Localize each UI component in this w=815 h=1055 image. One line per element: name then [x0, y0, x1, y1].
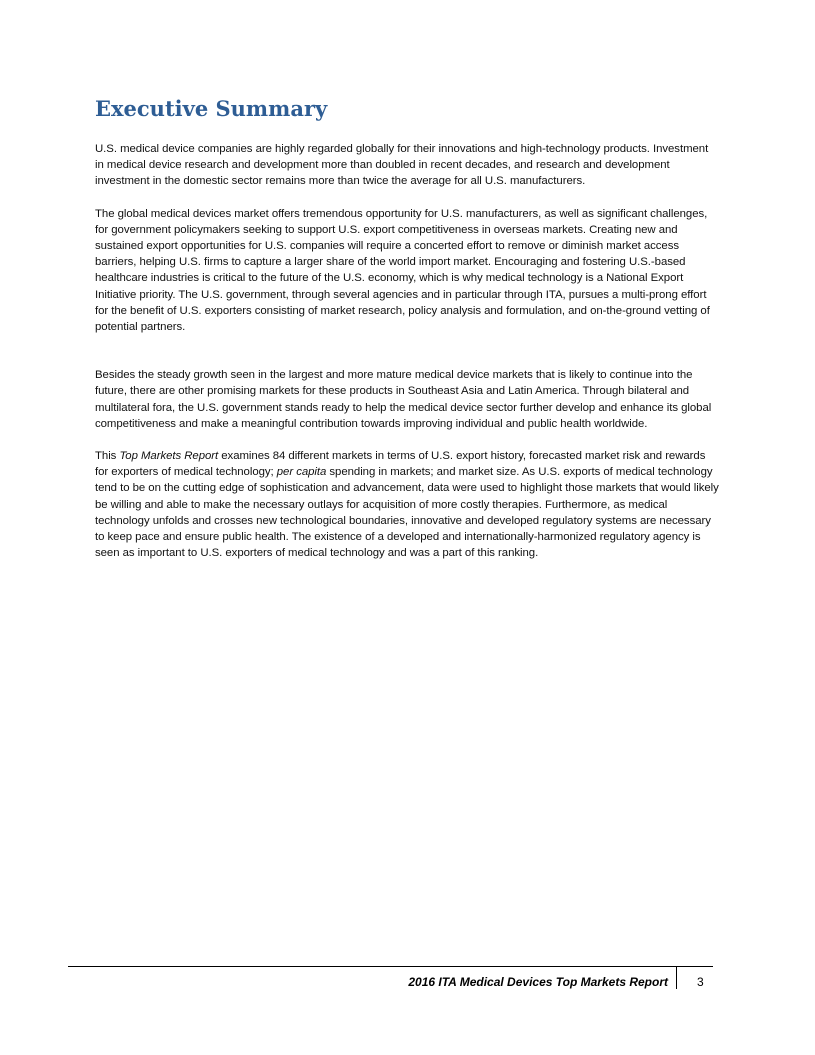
paragraph-growth: Besides the steady growth seen in the largest and more mature medical device markets that is likely to continue into the future, there are other promising markets for these products in Southeast Asia and Latin America. Through bilateral and multilateral fora, the U.S. government stands ready to help the medical device sector further develop and enhance its global competitiveness and make a meaningful contribution towards improving individual and public health worldwide.: [95, 369, 712, 430]
paragraph-report-scope: [95, 448, 720, 561]
per-capita-emphasis: per capita: [276, 466, 327, 479]
paragraph-report-scope-rest: spending in markets; and market size. As U.S. exports of medical technology tend to be on the cutting edge of sophistication and advancement, data were used to highlight those markets that would likely be willing and able to make the necessary outlays for acquisition of more costly therapies. Furthermore, as medical technology unfolds and crosses new technological boundaries, innovative and developed regulatory systems are necessary to keep pace and ensure public health. The existence of a developed and internationally-harmonized regulatory agency is seen as important to U.S. exporters of medical technology and was a part of this ranking.: [95, 466, 719, 560]
footer-report-title: 2016 ITA Medical Devices Top Markets Report: [408, 975, 668, 989]
page-number: 3: [697, 975, 704, 989]
report-name-emphasis: Top Markets Report: [119, 450, 219, 463]
body-text: [95, 141, 720, 561]
paragraph-intro: U.S. medical device companies are highly regarded globally for their innovations and high-technology products. Investment in medical device research and development more than doubled in recent decades, and research and development investment in the domestic sector remains more than twice the average for all U.S. manufacturers.: [95, 143, 709, 188]
page-title: Executive Summary: [95, 96, 328, 121]
paragraph-global-market: The global medical devices market offers tremendous opportunity for U.S. manufacturers, as well as significant challenges, for government policymakers seeking to support U.S. export competitiveness in overseas markets. Creating new and sustained export opportunities for U.S. companies will require a concerted effort to remove or diminish market access barriers, helping U.S. firms to capture a larger share of the world import market. Encouraging and fostering U.S.-based healthcare industries is critical to the future of the U.S. economy, which is why medical technology is a National Export Initiative priority. The U.S. government, through several agencies and in particular through ITA, pursues a multi-prong effort for the benefit of U.S. exporters consisting of market research, policy analysis and formulation, and on-the-ground vetting of potential partners.: [95, 207, 710, 334]
paragraph-report-scope-lead: This: [95, 450, 120, 463]
footer-divider: [676, 966, 677, 989]
footer-rule: [68, 966, 713, 967]
paragraph-report-scope-middle: examines 84 different markets in terms of U.S. export history, forecasted market risk and rewards for exporters of medical technology;: [95, 450, 706, 479]
